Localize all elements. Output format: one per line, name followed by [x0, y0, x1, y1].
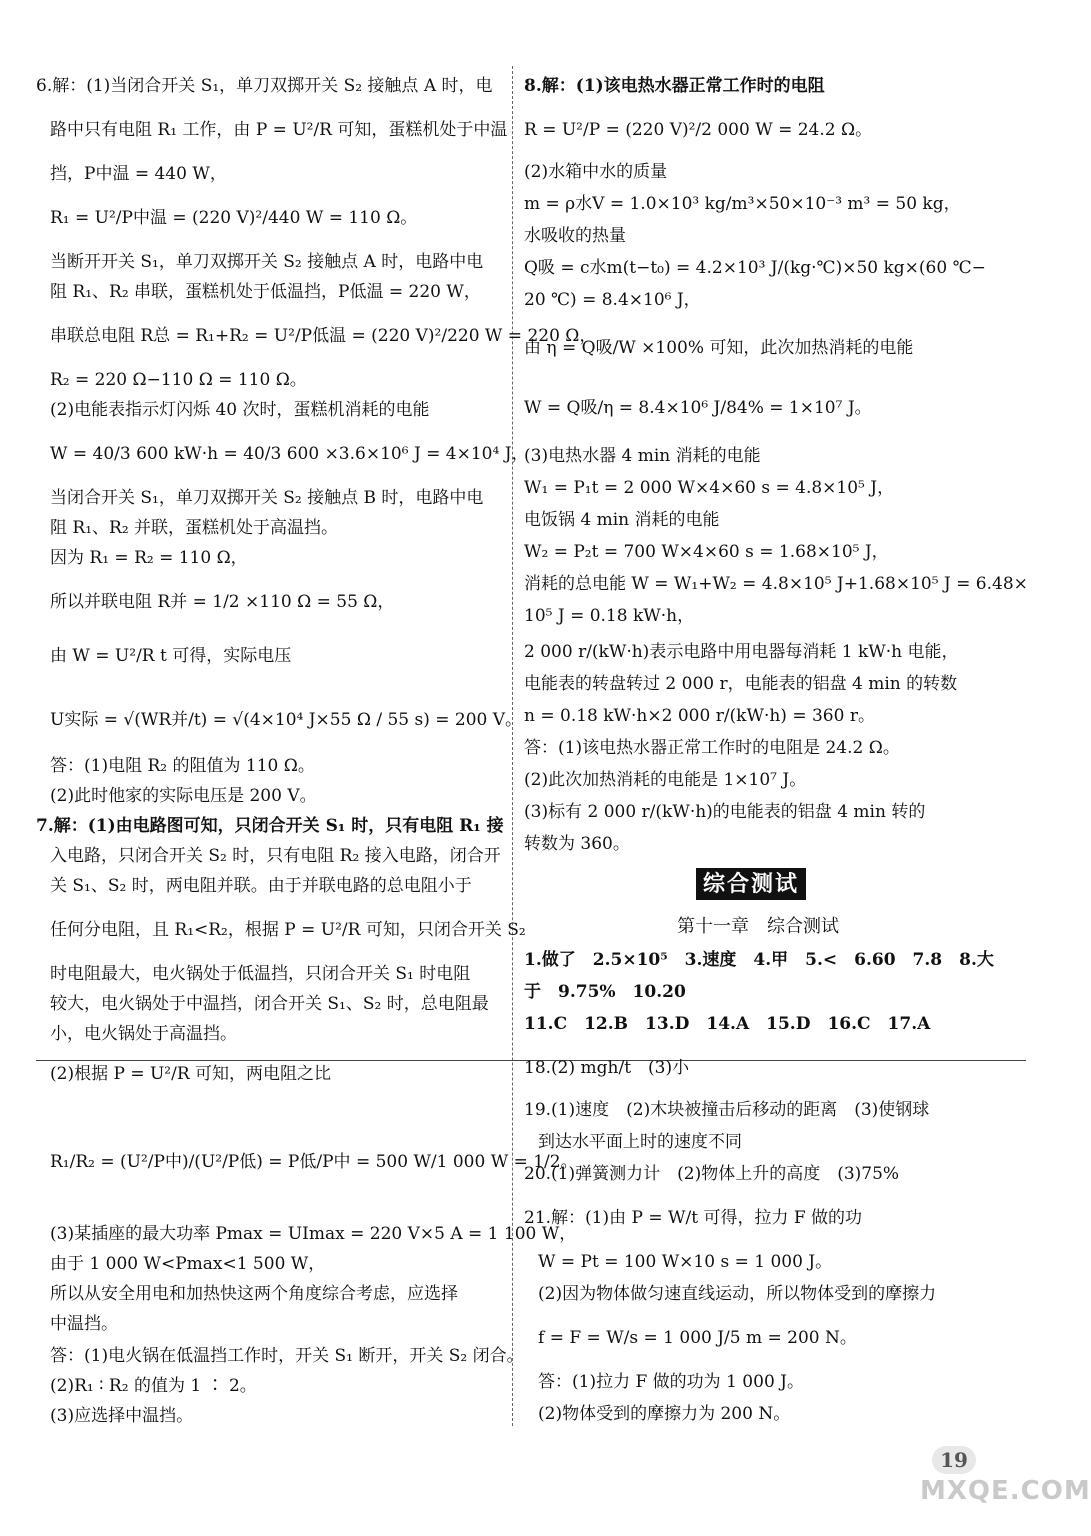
text-line: 20 ℃) = 8.4×10⁶ J，: [524, 290, 701, 310]
text-line: (2)R₁ ∶ R₂ 的值为 1 ∶ 2。: [50, 1376, 257, 1396]
text-line: 当断开开关 S₁，单刀双掷开关 S₂ 接触点 A 时，电路中电: [50, 252, 484, 272]
text-line: (3)标有 2 000 r/(kW·h)的电能表的铝盘 4 min 转的: [524, 802, 926, 822]
text-line: 答：(1)电火锅在低温挡工作时，开关 S₁ 断开，开关 S₂ 闭合。: [50, 1346, 524, 1366]
text-line: n = 0.18 kW·h×2 000 r/(kW·h) = 360 r。: [524, 706, 875, 726]
text-line: 7.解：(1)由电路图可知，只闭合开关 S₁ 时，只有电阻 R₁ 接: [36, 816, 504, 836]
answer-line: f = F = W/s = 1 000 J/5 m = 200 N。: [538, 1328, 857, 1348]
text-line: (2)水箱中水的质量: [524, 162, 668, 182]
text-line: 由 W = U²/R t 可得，实际电压: [50, 646, 292, 666]
text-line: 任何分电阻，且 R₁<R₂，根据 P = U²/R 可知，只闭合开关 S₂: [50, 920, 526, 940]
text-line: (2)此时他家的实际电压是 200 V。: [50, 786, 317, 806]
answer-line: 19.(1)速度 (2)木块被撞击后移动的距离 (3)使钢球: [524, 1100, 930, 1120]
answer-line: 1.做了 2.5×10⁵ 3.速度 4.甲 5.< 6.60 7.8 8.大: [524, 950, 994, 970]
text-line: R = U²/P = (220 V)²/2 000 W = 24.2 Ω。: [524, 120, 873, 140]
text-line: (2)此次加热消耗的电能是 1×10⁷ J。: [524, 770, 807, 790]
text-line: (3)某插座的最大功率 Pmax = UImax = 220 V×5 A = 1 100 W，: [50, 1224, 577, 1244]
text-line: R₁/R₂ = (U²/P中)/(U²/P低) = P低/P中 = 500 W/1 000 W = 1/2。: [50, 1152, 578, 1172]
text-line: 路中只有电阻 R₁ 工作，由 P = U²/R 可知，蛋糕机处于中温: [50, 120, 508, 140]
text-line: R₂ = 220 Ω−110 Ω = 110 Ω。: [50, 370, 307, 390]
answer-line: (2)物体受到的摩擦力为 200 N。: [538, 1404, 791, 1424]
text-line: 关 S₁、S₂ 时，两电阻并联。由于并联电路的总电阻小于: [50, 876, 472, 896]
text-line: W₂ = P₂t = 700 W×4×60 s = 1.68×10⁵ J，: [524, 542, 889, 562]
page-number: 19: [932, 1446, 976, 1474]
column-divider: [512, 66, 513, 1426]
section-banner: 综合测试: [696, 868, 806, 900]
text-line: 时电阻最大，电火锅处于低温挡，只闭合开关 S₁ 时电阻: [50, 964, 471, 984]
text-line: 6.解：(1)当闭合开关 S₁，单刀双掷开关 S₂ 接触点 A 时，电: [36, 76, 493, 96]
text-line: W = Q吸/η = 8.4×10⁶ J/84% = 1×10⁷ J。: [524, 398, 872, 418]
text-line: (3)电热水器 4 min 消耗的电能: [524, 446, 761, 466]
answer-line: 21.解：(1)由 P = W/t 可得，拉力 F 做的功: [524, 1208, 863, 1228]
text-line: 中温挡。: [50, 1314, 118, 1334]
text-line: 串联总电阻 R总 = R₁+R₂ = U²/P低温 = (220 V)²/220 W = 220 Ω，: [50, 326, 597, 346]
text-line: 电饭锅 4 min 消耗的电能: [524, 510, 720, 530]
watermark: MXQE.COM: [920, 1476, 1091, 1506]
answer-line: (2)因为物体做匀速直线运动，所以物体受到的摩擦力: [538, 1284, 937, 1304]
text-line: 由于 1 000 W<Pmax<1 500 W，: [50, 1254, 326, 1274]
answer-line: 到达水平面上时的速度不同: [538, 1132, 742, 1152]
answer-line: 18.(2) mgh/t (3)小: [524, 1058, 690, 1078]
text-line: 因为 R₁ = R₂ = 110 Ω，: [50, 548, 248, 568]
text-line: 当闭合开关 S₁，单刀双掷开关 S₂ 接触点 B 时，电路中电: [50, 488, 484, 508]
answer-line: 11.C 12.B 13.D 14.A 15.D 16.C 17.A: [524, 1014, 931, 1034]
text-line: 2 000 r/(kW·h)表示电路中用电器每消耗 1 kW·h 电能，: [524, 642, 959, 662]
text-line: (2)电能表指示灯闪烁 40 次时，蛋糕机消耗的电能: [50, 400, 430, 420]
text-line: Q吸 = c水m(t−t₀) = 4.2×10³ J/(kg·℃)×50 kg×(60 ℃−: [524, 258, 986, 278]
text-line: 10⁵ J = 0.18 kW·h，: [524, 606, 695, 626]
text-line: 答：(1)该电热水器正常工作时的电阻是 24.2 Ω。: [524, 738, 900, 758]
answer-line: 答：(1)拉力 F 做的功为 1 000 J。: [538, 1372, 804, 1392]
text-line: 入电路，只闭合开关 S₂ 时，只有电阻 R₂ 接入电路，闭合开: [50, 846, 501, 866]
chapter-title: 第十一章 综合测试: [677, 916, 839, 937]
text-line: 答：(1)电阻 R₂ 的阻值为 110 Ω。: [50, 756, 315, 776]
text-line: 水吸收的热量: [524, 226, 626, 246]
text-line: 所以并联电阻 R并 = 1/2 ×110 Ω = 55 Ω，: [50, 592, 395, 612]
answer-line: 于 9.75% 10.20: [524, 982, 686, 1002]
text-line: 阻 R₁、R₂ 并联，蛋糕机处于高温挡。: [50, 518, 339, 538]
text-line: U实际 = √(WR并/t) = √(4×10⁴ J×55 Ω / 55 s) = 200 V。: [50, 710, 523, 730]
text-line: 电能表的转盘转过 2 000 r，电能表的铝盘 4 min 的转数: [524, 674, 958, 694]
text-line: 挡，P中温 = 440 W，: [50, 164, 227, 184]
text-line: 消耗的总电能 W = W₁+W₂ = 4.8×10⁵ J+1.68×10⁵ J = 6.48×: [524, 574, 1028, 594]
text-line: W₁ = P₁t = 2 000 W×4×60 s = 4.8×10⁵ J，: [524, 478, 895, 498]
text-line: (3)应选择中温挡。: [50, 1406, 194, 1426]
text-line: m = ρ水V = 1.0×10³ kg/m³×50×10⁻³ m³ = 50 kg，: [524, 194, 961, 214]
text-line: 转数为 360。: [524, 834, 630, 854]
text-line: 由 η = Q吸/W ×100% 可知，此次加热消耗的电能: [524, 338, 914, 358]
answer-line: W = Pt = 100 W×10 s = 1 000 J。: [538, 1252, 833, 1272]
text-line: 阻 R₁、R₂ 串联，蛋糕机处于低温挡，P低温 = 220 W，: [50, 282, 481, 302]
text-line: R₁ = U²/P中温 = (220 V)²/440 W = 110 Ω。: [50, 208, 418, 228]
text-line: (2)根据 P = U²/R 可知，两电阻之比: [50, 1064, 332, 1084]
answer-line: 20.(1)弹簧测力计 (2)物体上升的高度 (3)75%: [524, 1164, 900, 1184]
text-line: W = 40/3 600 kW·h = 40/3 600 ×3.6×10⁶ J = 4×10⁴ J，: [50, 444, 529, 464]
text-line: 8.解：(1)该电热水器正常工作时的电阻: [524, 76, 825, 96]
text-line: 所以从安全用电和加热快这两个角度综合考虑，应选择: [50, 1284, 458, 1304]
text-line: 小，电火锅处于高温挡。: [50, 1024, 237, 1044]
text-line: 较大，电火锅处于中温挡，闭合开关 S₁、S₂ 时，总电阻最: [50, 994, 489, 1014]
